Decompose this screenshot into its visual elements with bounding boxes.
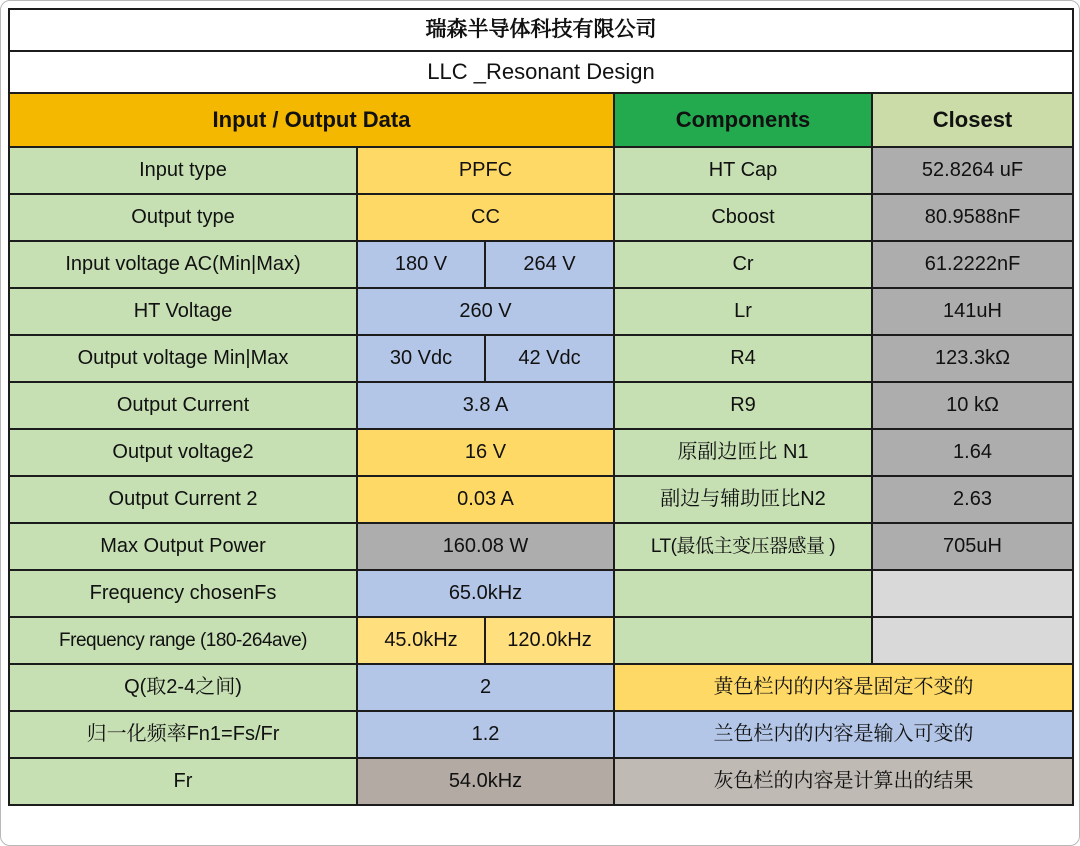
- component-label: Cr: [614, 241, 872, 288]
- closest-value: 10 kΩ: [872, 382, 1073, 429]
- row-label: 归一化频率Fn1=Fs/Fr: [9, 711, 357, 758]
- closest-value: 1.64: [872, 429, 1073, 476]
- table-row: [9, 476, 1073, 523]
- value-cell[interactable]: 2: [357, 664, 614, 711]
- row-label: Output voltage Min|Max: [9, 335, 357, 382]
- closest-empty-cell: [872, 617, 1073, 664]
- component-label: HT Cap: [614, 147, 872, 194]
- closest-value: 123.3kΩ: [872, 335, 1073, 382]
- title-row: [9, 9, 1073, 51]
- table-row: [9, 335, 1073, 382]
- table-row: [9, 147, 1073, 194]
- table-row: [9, 664, 1073, 711]
- component-empty-cell: [614, 570, 872, 617]
- closest-value: 2.63: [872, 476, 1073, 523]
- row-label: Max Output Power: [9, 523, 357, 570]
- table-row: [9, 241, 1073, 288]
- value-cell: 160.08 W: [357, 523, 614, 570]
- closest-value: 80.9588nF: [872, 194, 1073, 241]
- value-cell-min[interactable]: 180 V: [357, 241, 485, 288]
- value-cell[interactable]: 1.2: [357, 711, 614, 758]
- value-cell: PPFC: [357, 147, 614, 194]
- row-label: Input type: [9, 147, 357, 194]
- row-label: Input voltage AC(Min|Max): [9, 241, 357, 288]
- closest-empty-cell: [872, 570, 1073, 617]
- table-row: [9, 194, 1073, 241]
- llc-design-table: [8, 8, 1074, 806]
- value-cell[interactable]: 260 V: [357, 288, 614, 335]
- value-cell[interactable]: 65.0kHz: [357, 570, 614, 617]
- value-cell-min: 45.0kHz: [357, 617, 485, 664]
- row-label: Frequency chosenFs: [9, 570, 357, 617]
- legend-gray: 灰色栏的内容是计算出的结果: [614, 758, 1073, 805]
- table-row: [9, 523, 1073, 570]
- row-label: Output voltage2: [9, 429, 357, 476]
- value-cell-max: 120.0kHz: [485, 617, 614, 664]
- table-row: [9, 711, 1073, 758]
- closest-value: 52.8264 uF: [872, 147, 1073, 194]
- table-row: [9, 429, 1073, 476]
- header-row: [9, 93, 1073, 147]
- component-label: Cboost: [614, 194, 872, 241]
- component-label: R9: [614, 382, 872, 429]
- row-label: Frequency range (180-264ave): [9, 617, 357, 664]
- component-label: 原副边匝比 N1: [614, 429, 872, 476]
- value-cell: 54.0kHz: [357, 758, 614, 805]
- subtitle-row: [9, 51, 1073, 93]
- component-label: Lr: [614, 288, 872, 335]
- closest-value: 61.2222nF: [872, 241, 1073, 288]
- component-label: 副边与辅助匝比N2: [614, 476, 872, 523]
- row-label: Output type: [9, 194, 357, 241]
- row-label: Fr: [9, 758, 357, 805]
- header-components: Components: [614, 93, 872, 147]
- value-cell-max[interactable]: 264 V: [485, 241, 614, 288]
- row-label: Q(取2-4之间): [9, 664, 357, 711]
- header-closest: Closest: [872, 93, 1073, 147]
- closest-value: 705uH: [872, 523, 1073, 570]
- company-title: 瑞森半导体科技有限公司: [9, 9, 1073, 51]
- value-cell: 0.03 A: [357, 476, 614, 523]
- component-label: R4: [614, 335, 872, 382]
- legend-yellow: 黄色栏内的内容是固定不变的: [614, 664, 1073, 711]
- legend-blue: 兰色栏内的内容是输入可变的: [614, 711, 1073, 758]
- header-input-output: Input / Output Data: [9, 93, 614, 147]
- value-cell: CC: [357, 194, 614, 241]
- row-label: Output Current 2: [9, 476, 357, 523]
- table-row: [9, 288, 1073, 335]
- table-row: [9, 570, 1073, 617]
- component-label: LT(最低主变压器感量 ): [614, 523, 872, 570]
- table-row: [9, 382, 1073, 429]
- value-cell: 16 V: [357, 429, 614, 476]
- table-row: [9, 758, 1073, 805]
- value-cell-min[interactable]: 30 Vdc: [357, 335, 485, 382]
- value-cell[interactable]: 3.8 A: [357, 382, 614, 429]
- value-cell-max[interactable]: 42 Vdc: [485, 335, 614, 382]
- row-label: HT Voltage: [9, 288, 357, 335]
- closest-value: 141uH: [872, 288, 1073, 335]
- component-empty-cell: [614, 617, 872, 664]
- row-label: Output Current: [9, 382, 357, 429]
- table-row: [9, 617, 1073, 664]
- design-title: LLC _Resonant Design: [9, 51, 1073, 93]
